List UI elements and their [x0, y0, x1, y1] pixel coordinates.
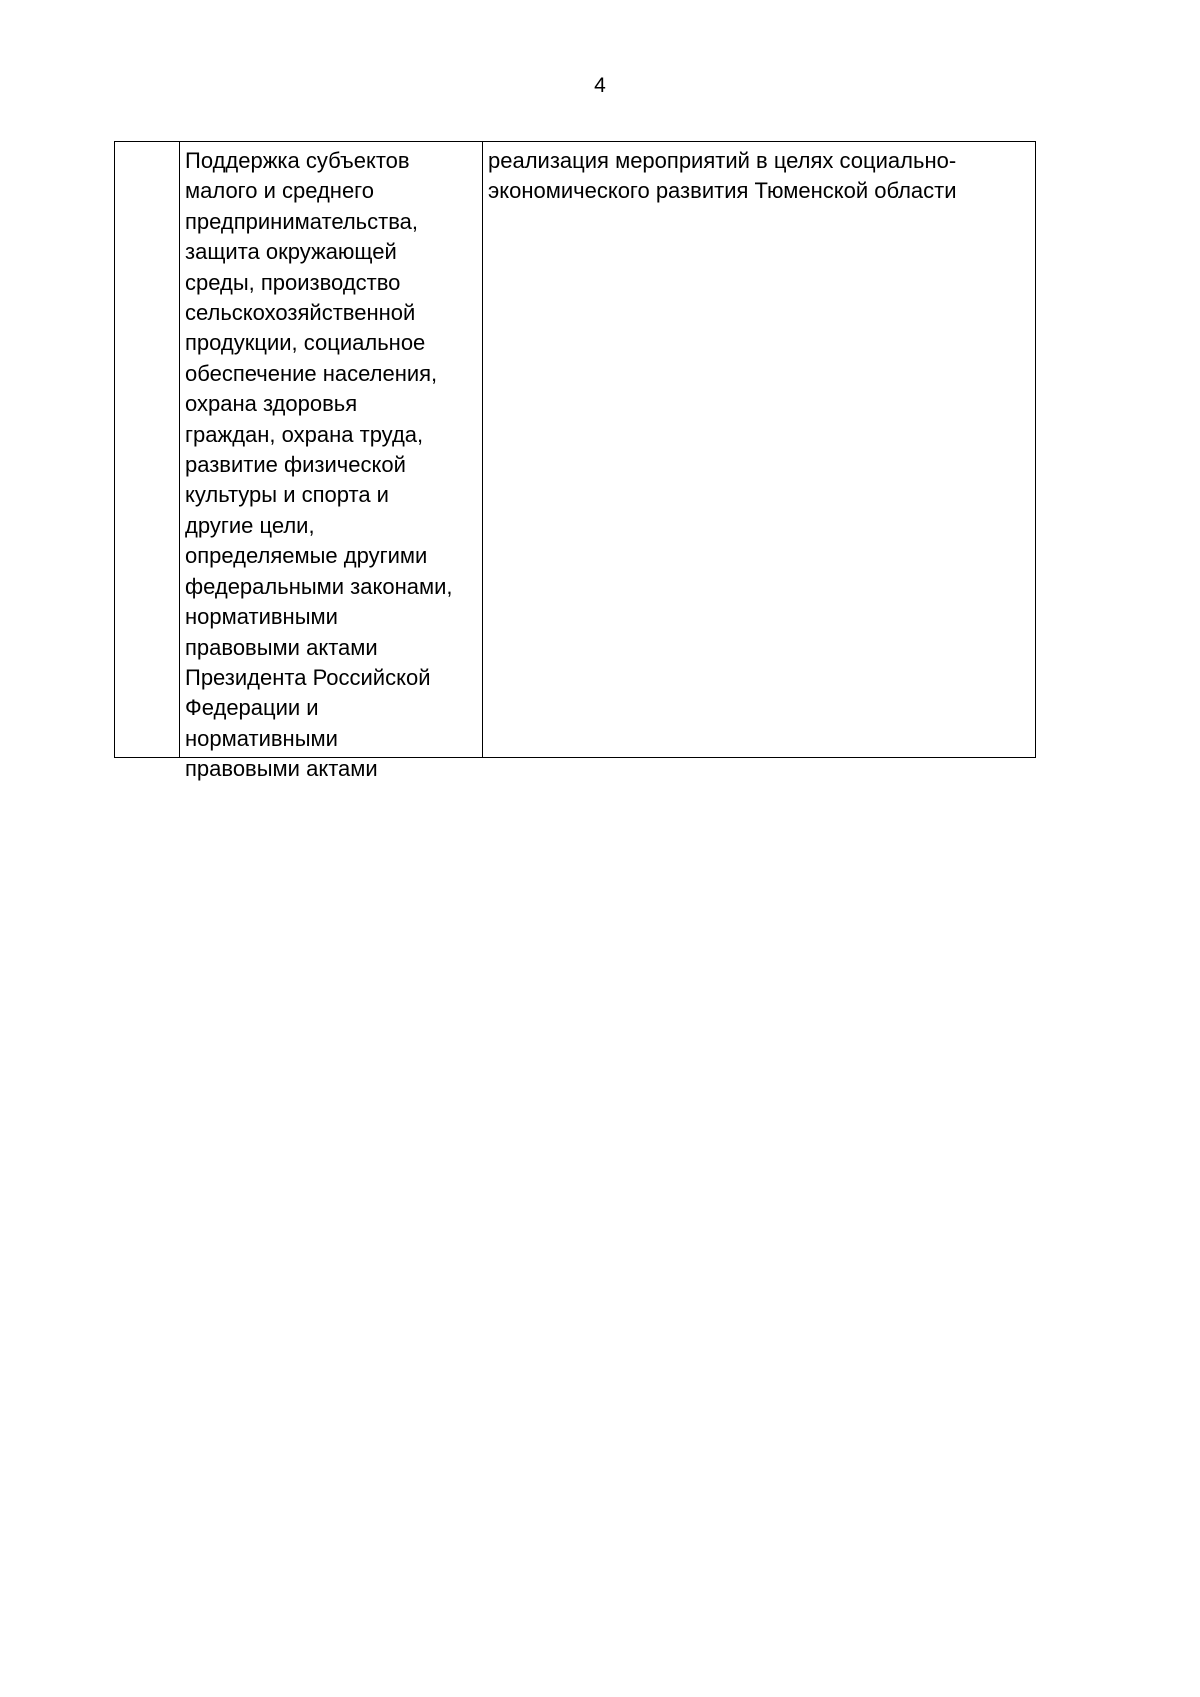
purpose-cell: [483, 142, 1035, 757]
document-table: [114, 141, 1036, 782]
description-text: Поддержка субъектов малого и среднего предпринимательства, защита окружающей среды, производство сельскохозяйственной продукции, социальное обеспечение населения, охрана здоровья граждан, охрана труда, развитие физической культуры и спорта и другие цели, определяемые другими федеральными законами, нормативными правовыми актами Президента Российской Федерации и нормативными правовыми актами: [185, 148, 453, 782]
description-cell: [180, 142, 483, 782]
page-number: 4: [594, 74, 606, 97]
purpose-text: реализация мероприятий в целях социально- экономического развития Тюменской области: [488, 148, 957, 204]
number-cell: [115, 142, 180, 757]
